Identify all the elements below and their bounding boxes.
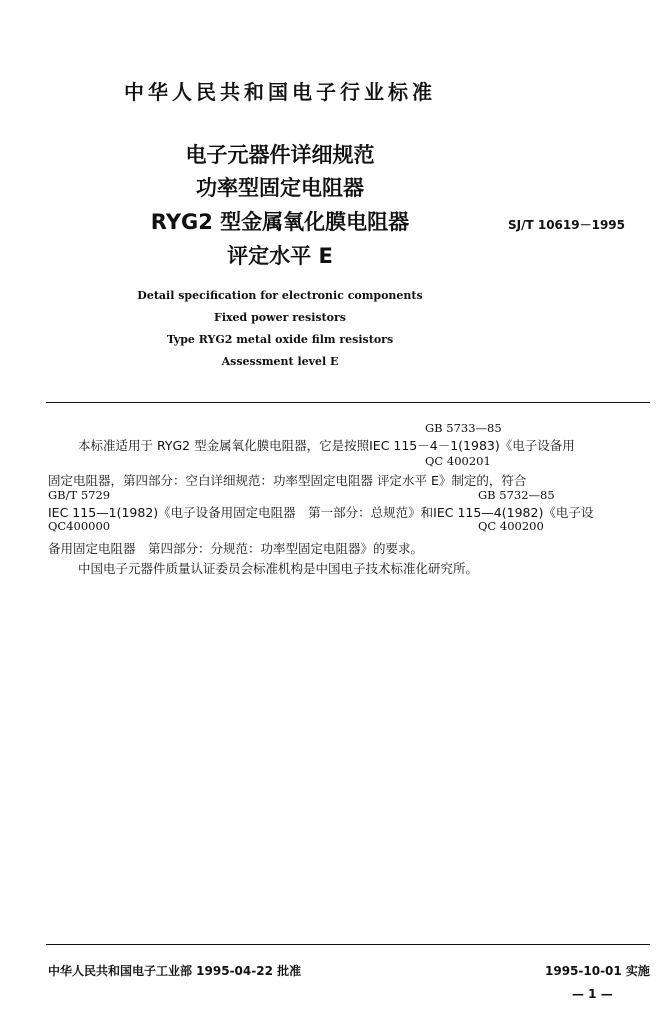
top-divider	[46, 402, 650, 403]
paragraph-2: 中国电子元器件质量认证委员会标准机构是中国电子技术标准化研究所。	[78, 561, 479, 576]
english-title-line-4: Assessment level E	[221, 355, 339, 368]
title-line-3: RYG2 型金属氧化膜电阻器	[150, 210, 410, 234]
bottom-divider	[46, 944, 650, 945]
title-line-4: 评定水平 E	[227, 244, 333, 268]
ref-gb5733: GB 5733—85	[425, 421, 502, 435]
english-title-line-1: Detail specification for electronic components	[137, 289, 423, 302]
page-number: — 1 —	[572, 987, 613, 1001]
title-line-2: 功率型固定电阻器	[196, 176, 364, 200]
english-title-line-2: Fixed power resistors	[214, 311, 346, 324]
paragraph-1-line-4: 备用固定电阻器 第四部分：分规范：功率型固定电阻器》的要求。	[48, 541, 424, 556]
standard-category-header: 中华人民共和国电子行业标准	[124, 80, 436, 104]
ref-qc400201: QC 400201	[425, 454, 491, 468]
implementation-date: 1995-10-01 实施	[545, 964, 650, 978]
english-title-line-3: Type RYG2 metal oxide film resistors	[166, 333, 394, 346]
ref-gb5732: GB 5732—85	[478, 488, 555, 502]
approval-line: 中华人民共和国电子工业部 1995-04-22 批准	[48, 964, 302, 978]
paragraph-1-line-2: 固定电阻器，第四部分：空白详细规范：功率型固定电阻器 评定水平 E》制定的，符合	[48, 473, 527, 488]
ref-qc400000: QC400000	[48, 519, 111, 533]
title-line-1: 电子元器件详细规范	[185, 143, 375, 167]
standard-number: SJ/T 10619－1995	[508, 218, 626, 232]
paragraph-1-line-1: 本标准适用于 RYG2 型金属氧化膜电阻器，它是按照IEC 115－4－1(1983)《电子设备用	[78, 438, 575, 453]
ref-qc400200: QC 400200	[478, 519, 544, 533]
ref-gbt5729: GB/T 5729	[48, 488, 111, 502]
paragraph-1-line-3: IEC 115—1(1982)《电子设备用固定电阻器 第一部分：总规范》和IEC 115—4(1982)《电子设	[48, 505, 594, 520]
